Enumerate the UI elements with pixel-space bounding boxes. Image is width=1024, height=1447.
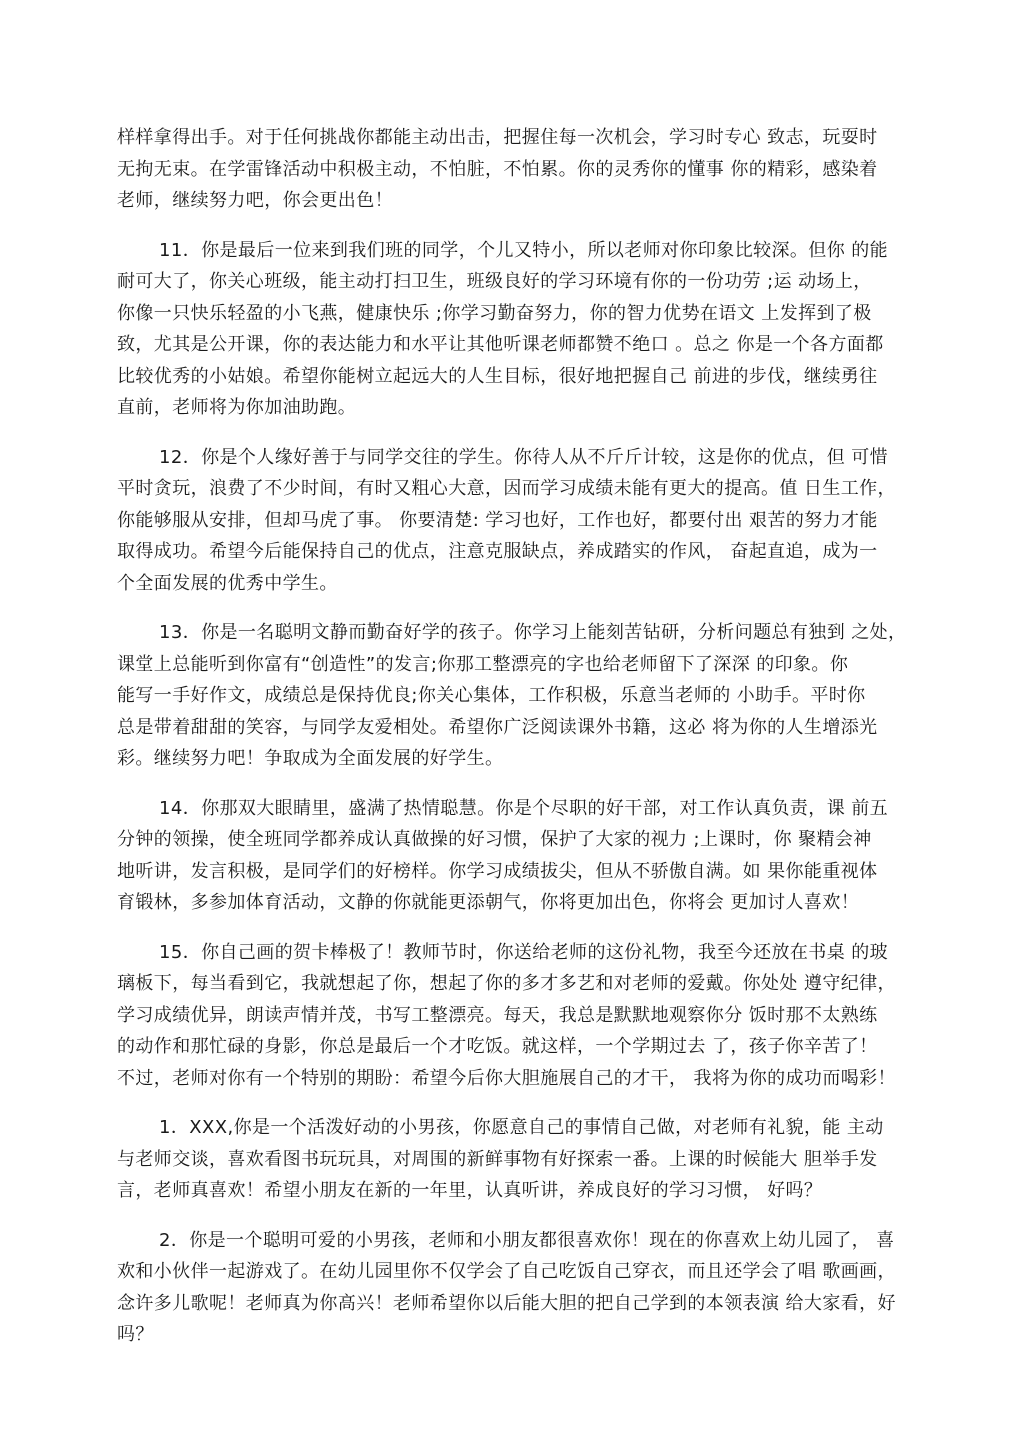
text-line: 你能够服从安排，但却马虎了事。 你要清楚: 学习也好，工作也好，都要付出 艰苦的努力才能 [117,509,878,531]
text-line: 彩。继续努力吧！争取成为全面发展的好学生。 [117,748,504,769]
paragraph-13 [117,617,923,775]
text-line: 14．你那双大眼睛里，盛满了热情聪慧。你是个尽职的好干部，对工作认真负责，课 前五 [159,797,889,819]
paragraph-14 [117,793,923,919]
paragraph-15 [117,937,923,1095]
text-line: 直前，老师将为你加油助跑。 [117,397,357,418]
text-line: 取得成功。希望今后能保持自己的优点，注意克服缺点，养成踏实的作风， 奋起直追，成为一 [117,541,878,562]
text-line: 平时贪玩，浪费了不少时间，有时又粗心大意，因而学习成绩未能有更大的提高。值 日生工作， [117,478,896,499]
paragraph-11 [117,235,923,424]
text-line: 璃板下，每当看到它，我就想起了你，想起了你的多才多艺和对老师的爱戴。你处处 遵守纪律， [117,973,896,994]
paragraph-continued [117,122,923,217]
text-line: 12．你是个人缘好善于与同学交往的学生。你待人从不斤斤计较，这是你的优点，但 可惜 [159,446,889,468]
text-line: 老师，继续努力吧，你会更出色！ [117,190,393,211]
text-line: 念许多儿歌呢！老师真为你高兴！老师希望你以后能大胆的把自己学到的本领表演 给大家看，好 [117,1292,896,1314]
text-line: 学习成绩优异，朗读声情并茂，书写工整漂亮。每天，我总是默默地观察你分 饭时那不太熟练 [117,1004,878,1026]
text-line: 耐可大了，你关心班级，能主动打扫卫生，班级良好的学习环境有你的一份功劳 ;运 动场上， [117,271,872,292]
text-line: 15．你自己画的贺卡棒极了！教师节时，你送给老师的这份礼物，我至今还放在书桌 的玻 [159,941,889,963]
paragraph-12 [117,442,923,600]
text-line: 1．XXX,你是一个活泼好动的小男孩，你愿意自己的事情自己做，对老师有礼貌，能 主动 [159,1117,884,1138]
text-line: 地听讲，发言积极，是同学们的好榜样。你学习成绩拔尖，但从不骄傲自满。如 果你能重视体 [117,860,878,882]
text-line: 不过，老师对你有一个特别的期盼：希望今后你大胆施展自己的才干， 我将为你的成功而喝彩！ [117,1067,896,1089]
text-line: 能写一手好作文，成绩总是保持优良;你关心集体，工作积极，乐意当老师的 小助手。平时你 [117,685,866,706]
text-line: 2．你是一个聪明可爱的小男孩，老师和小朋友都很喜欢你！现在的你喜欢上幼儿园了， 喜 [159,1229,895,1251]
text-line: 言，老师真喜欢！希望小朋友在新的一年里，认真听讲，养成良好的学习习惯， 好吗？ [117,1180,823,1201]
text-line: 个全面发展的优秀中学生。 [117,572,338,594]
text-line: 11．你是最后一位来到我们班的同学，个儿又特小，所以老师对你印象比较深。但你 的能 [159,239,889,261]
text-line: 你像一只快乐轻盈的小飞燕，健康快乐 ;你学习勤奋努力，你的智力优势在语文 上发挥到了极 [117,302,872,324]
text-line: 育锻林，多参加体育活动，文静的你就能更添朝气，你将更加出色，你将会 更加讨人喜欢！ [117,892,860,913]
text-line: 致，尤其是公开课，你的表达能力和水平让其他听课老师都赞不绝口 。总之 你是一个各方面都 [117,334,884,355]
text-line: 欢和小伙伴一起游戏了。在幼儿园里你不仅学会了自己吃饭自己穿衣，而且还学会了唱 歌画画， [117,1261,896,1282]
text-line: 比较优秀的小姑娘。希望你能树立起远大的人生目标，很好地把握自己 前进的步伐，继续勇往 [117,365,878,387]
text-line: 分钟的领操，使全班同学都养成认真做操的好习惯，保护了大家的视力 ;上课时，你 聚精会神 [117,829,872,850]
document-body [117,122,923,1369]
paragraph-1 [117,1112,923,1207]
text-line: 吗？ [117,1324,154,1345]
text-line: 课堂上总能听到你富有“创造性”的发言;你那工整漂亮的字也给老师留下了深深 的印象。你 [117,653,849,675]
text-line: 样样拿得出手。对于任何挑战你都能主动出击，把握住每一次机会，学习时专心 致志，玩耍时 [117,127,878,148]
text-line: 无拘无束。在学雷锋活动中积极主动，不怕脏，不怕累。你的灵秀你的懂事 你的精彩，感染着 [117,158,878,180]
paragraph-2 [117,1225,923,1351]
text-line: 的动作和那忙碌的身影，你总是最后一个才吃饭。就这样，一个学期过去 了，孩子你辛苦了！ [117,1036,878,1057]
text-line: 总是带着甜甜的笑容，与同学友爱相处。希望你广泛阅读课外书籍，这必 将为你的人生增添光 [117,716,878,738]
text-line: 13．你是一名聪明文静而勤奋好学的孩子。你学习上能刻苦钻研，分析问题总有独到 之处， [159,622,907,643]
text-line: 与老师交谈，喜欢看图书玩玩具，对周围的新鲜事物有好探索一番。上课的时候能大 胆举手发 [117,1148,878,1170]
